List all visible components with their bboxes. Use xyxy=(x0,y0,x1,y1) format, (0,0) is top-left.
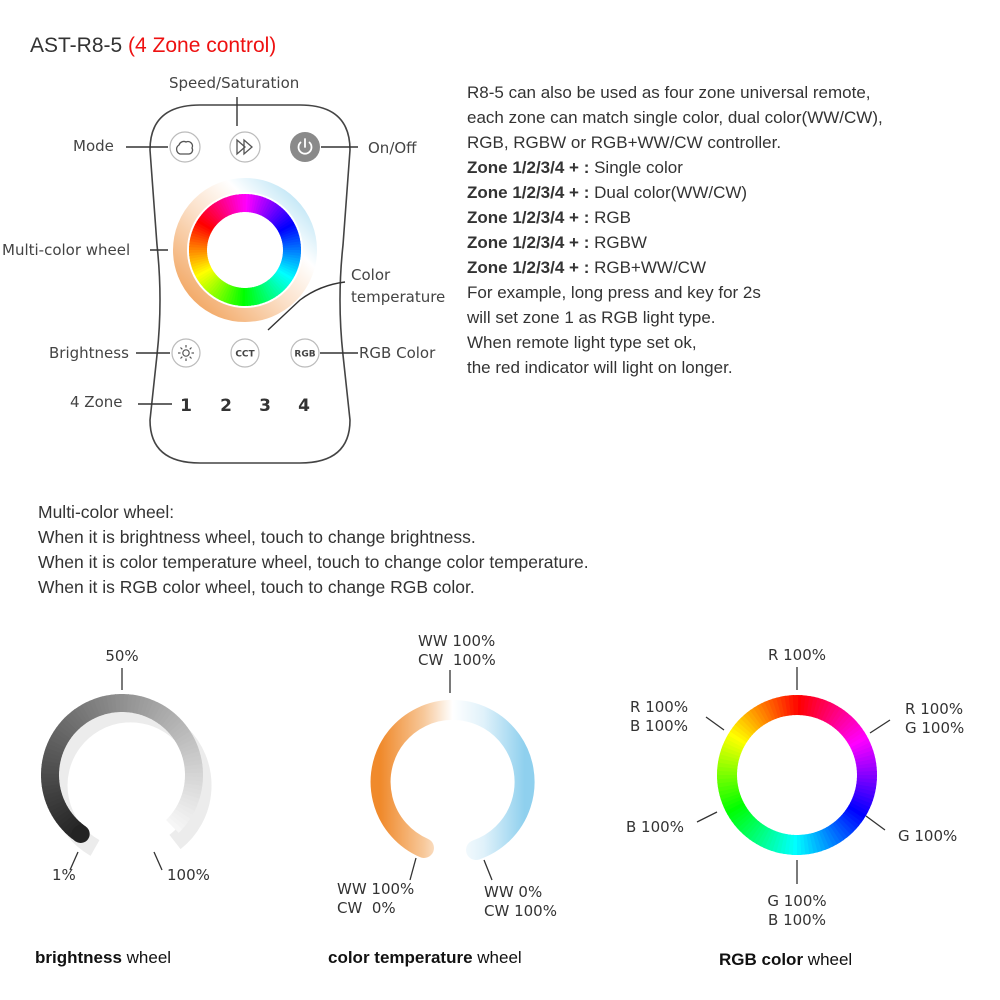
cct-button-label: CCT xyxy=(235,349,255,360)
rgb-wheel xyxy=(626,646,964,929)
desc-line: For example, long press and key for 2s xyxy=(467,283,761,302)
cct-button[interactable] xyxy=(231,339,259,367)
zone-prefix: Zone 1/2/3/4 + : xyxy=(467,258,590,277)
mc-line: When it is brightness wheel, touch to change brightness. xyxy=(38,527,476,547)
caption-bold: color temperature xyxy=(328,948,473,967)
cct-left-label-2: CW 0% xyxy=(337,899,396,917)
cct-right-label xyxy=(484,883,557,921)
desc-line: RGB, RGBW or RGB+WW/CW controller. xyxy=(467,133,782,152)
rgb-right-label: G 100% xyxy=(898,827,958,845)
speed-saturation-label: Speed/Saturation xyxy=(169,74,300,92)
rgb-button-label: RGB xyxy=(294,349,316,360)
multi-color-wheel-label: Multi-color wheel xyxy=(2,241,131,259)
zone-prefix: Zone 1/2/3/4 + : xyxy=(467,208,590,227)
color-temperature-wheel xyxy=(381,670,525,880)
brightness-label: Brightness xyxy=(49,344,129,362)
caption-rest: wheel xyxy=(803,950,853,969)
zone-prefix: Zone 1/2/3/4 + : xyxy=(467,158,590,177)
desc-line: When remote light type set ok, xyxy=(467,333,697,352)
cct-top-label-1: WW 100% xyxy=(418,632,496,650)
multi-color-wheel-explanation xyxy=(38,500,589,600)
rgb-top-right-label-1: R 100% xyxy=(905,700,964,718)
four-zone-label: 4 Zone xyxy=(70,393,123,411)
zone-description xyxy=(467,80,883,380)
speed-saturation-button[interactable] xyxy=(230,132,260,162)
rgb-top-right-label-2: G 100% xyxy=(905,719,965,737)
brightness-wheel xyxy=(31,647,210,884)
mode-button[interactable] xyxy=(170,132,200,162)
color-temperature-label-line2: temperature xyxy=(351,288,446,306)
zone-prefix: Zone 1/2/3/4 + : xyxy=(467,233,590,252)
brightness-wheel-caption xyxy=(35,948,171,968)
cct-left-label-1: WW 100% xyxy=(337,880,415,898)
cct-top-label-2: CW 100% xyxy=(418,651,496,669)
on-off-label: On/Off xyxy=(368,139,417,157)
rgb-top-left-label-2: B 100% xyxy=(630,717,688,735)
mode-label: Mode xyxy=(73,137,114,155)
caption-bold: brightness xyxy=(35,948,122,967)
rgb-left-label: B 100% xyxy=(626,818,684,836)
zone-type: Dual color(WW/CW) xyxy=(589,183,748,202)
cct-right-label-2: CW 100% xyxy=(484,902,557,920)
cct-left-label xyxy=(337,880,414,918)
zone-type-row xyxy=(467,205,883,230)
brightness-button[interactable] xyxy=(172,339,200,367)
desc-line: R8-5 can also be used as four zone universal remote, xyxy=(467,83,871,102)
rgb-button[interactable] xyxy=(291,339,319,367)
rgb-wheel-caption xyxy=(719,950,852,970)
rgb-bottom-label-2: B 100% xyxy=(768,911,826,929)
brightness-1-label: 1% xyxy=(52,866,76,884)
remote-diagram xyxy=(0,60,460,480)
zone-type: RGB xyxy=(589,208,631,227)
mc-line: When it is RGB color wheel, touch to change RGB color. xyxy=(38,577,475,597)
rgb-top-label: R 100% xyxy=(767,646,827,664)
brightness-wheel-endcap xyxy=(72,825,90,843)
cct-wheel-caption xyxy=(328,948,522,968)
cct-right-label-1: WW 0% xyxy=(484,883,543,901)
zone-control-subtitle: (4 Zone control) xyxy=(128,34,277,57)
wheels-diagram xyxy=(0,620,1000,1000)
brightness-50-label: 50% xyxy=(105,647,139,665)
zone-type-row xyxy=(467,230,883,255)
zone-1-button[interactable]: 1 xyxy=(180,396,192,416)
mc-line: When it is color temperature wheel, touch to change color temperature. xyxy=(38,552,589,572)
desc-line: each zone can match single color, dual color(WW/CW), xyxy=(467,108,883,127)
zone-4-button[interactable]: 4 xyxy=(298,396,310,416)
zone-type: RGBW xyxy=(589,233,647,252)
rgb-color-label: RGB Color xyxy=(359,344,436,362)
rgb-bottom-label-1: G 100% xyxy=(767,892,827,910)
section-heading: Multi-color wheel: xyxy=(38,502,175,522)
cct-top-label xyxy=(418,632,496,670)
caption-rest: wheel xyxy=(121,948,172,967)
zone-prefix: Zone 1/2/3/4 + : xyxy=(467,183,590,202)
desc-line: the red indicator will light on longer. xyxy=(467,358,733,377)
zone-type-row xyxy=(467,180,883,205)
on-off-button[interactable] xyxy=(290,132,320,162)
caption-rest: wheel xyxy=(472,948,522,967)
zone-2-button[interactable]: 2 xyxy=(220,396,232,416)
color-temperature-label-line1: Color xyxy=(351,266,391,284)
zone-type: Single color xyxy=(589,158,683,177)
caption-bold: RGB color xyxy=(719,950,804,969)
zone-type: RGB+WW/CW xyxy=(589,258,706,277)
page-title xyxy=(30,34,276,58)
desc-line: will set zone 1 as RGB light type. xyxy=(467,308,716,327)
rgb-top-left-label-1: R 100% xyxy=(630,698,689,716)
zone-3-button[interactable]: 3 xyxy=(259,396,271,416)
brightness-wheel-segment xyxy=(172,823,175,826)
zone-type-row xyxy=(467,255,883,280)
model-name: AST-R8-5 xyxy=(30,34,123,57)
brightness-100-label: 100% xyxy=(167,866,210,884)
zone-type-row xyxy=(467,155,883,180)
